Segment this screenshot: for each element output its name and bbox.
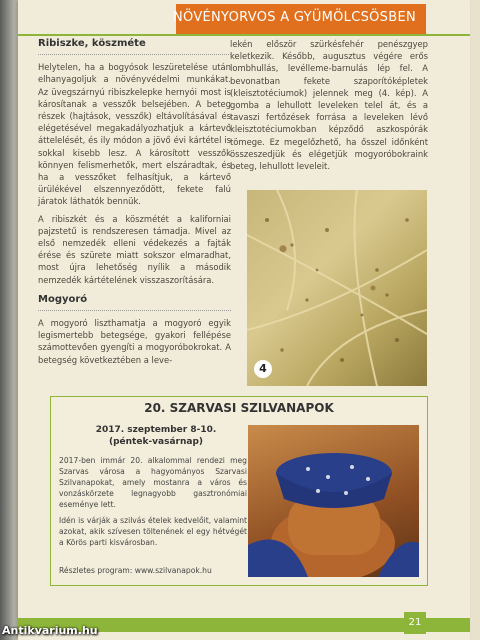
jam-jar-photo — [248, 425, 419, 577]
book-spine-edge — [0, 0, 18, 640]
section-header — [173, 4, 426, 34]
heading-mogyoro: Mogyoró — [38, 294, 231, 311]
right-column — [230, 38, 428, 177]
watermark: Antikvarium.hu — [2, 624, 98, 637]
jam-jar-image — [248, 425, 419, 577]
heading-ribiszke: Ribiszke, köszméte — [38, 38, 231, 55]
paragraph: Helytelen, ha a bogyósok leszüretelése után elhanyagoljuk a növényvédelmi munkákat. Az üvegszárnyú ribiszkelepke hernyói most is károsítanak a vesszők belsejében. A beteg részek (hajtások, vesszők) eltávolításával és elégetésével megakadályozhatjuk a kártevő áttelelését, és ily módon a jövő évi kártétel is sokkal kisebb lesz. A károsított vesszők könnyen felismerhetők, mert elszáradtak, és ha a vesszőket felhasítjuk, a kártevő ürülékével elszennyeződött, fekete falú járatok láthatók bennük. — [38, 62, 231, 207]
program-label: Részletes program: — [59, 566, 133, 575]
page-number: 21 — [404, 612, 426, 634]
paragraph: A mogyoró liszthamatja a mogyoró egyik legismertebb betegsége, gyakori fellépése számottevően gyengíti a mogyoróbokrokat. A betegség következtében a leve- — [38, 318, 231, 365]
paragraph: Idén is várják a szilvás ételek kedvelőit, valamint azokat, akik szívesen töltenének el egy hétvégét a Körös parti kisvárosban. — [59, 516, 247, 547]
paragraph: lekén először szürkésfehér penészgyep keletkezik. Később, augusztus végére erős lombhullás, levélleme-barnulás lép fel. A bevonatban fekete szaporítóképletek (kleisztotéciumok) jelennek meg (4. kép). A gomba a lehullott leveleken telel át, és a tavaszi fertőzések forrása a leveleken lévő kleisztotéciumokban képződő aszkospórák tömege. Ez megelőzhető, ha ősszel időnként összeszedjük és elégetjük mogyoróbokraink beteg, lehullott leveleit. — [230, 39, 428, 172]
leaf-veins-image — [247, 190, 427, 386]
photo-number-badge: 4 — [254, 360, 272, 378]
event-title: 20. SZARVASI SZILVANAPOK — [144, 401, 334, 415]
event-text — [59, 455, 247, 553]
event-box — [50, 396, 428, 586]
magazine-page — [18, 0, 470, 640]
paragraph: 2017-ben immár 20. alkalommal rendezi meg Szarvas városa a hagyományos Szarvasi Szilvanapokat, amely mostanra a város és vonzáskörzete legnagyobb gasztronómiai eseménye lett. — [59, 456, 247, 509]
left-column — [38, 38, 231, 371]
header-rule — [18, 34, 470, 36]
program-link[interactable]: www.szilvanapok.hu — [134, 566, 212, 575]
event-days: (péntek-vasárnap) — [108, 437, 204, 447]
section-title: NÖVÉNYORVOS A GYÜMÖLCSÖSBEN — [173, 10, 416, 25]
leaf-photo — [247, 190, 427, 386]
paragraph: A ribiszkét és a köszmétét a kaliforniai pajzstetű is rendszeresen támadja. Mivel az első nemzedék elleni védekezés a fajták érése és szürete miatt sokszor elmaradhat, most újra lehetőség nyílik a második nemzedék kártételének visszaszorítására. — [38, 213, 231, 285]
event-date: 2017. szeptember 8-10. — [95, 425, 217, 435]
program-line — [59, 565, 247, 576]
